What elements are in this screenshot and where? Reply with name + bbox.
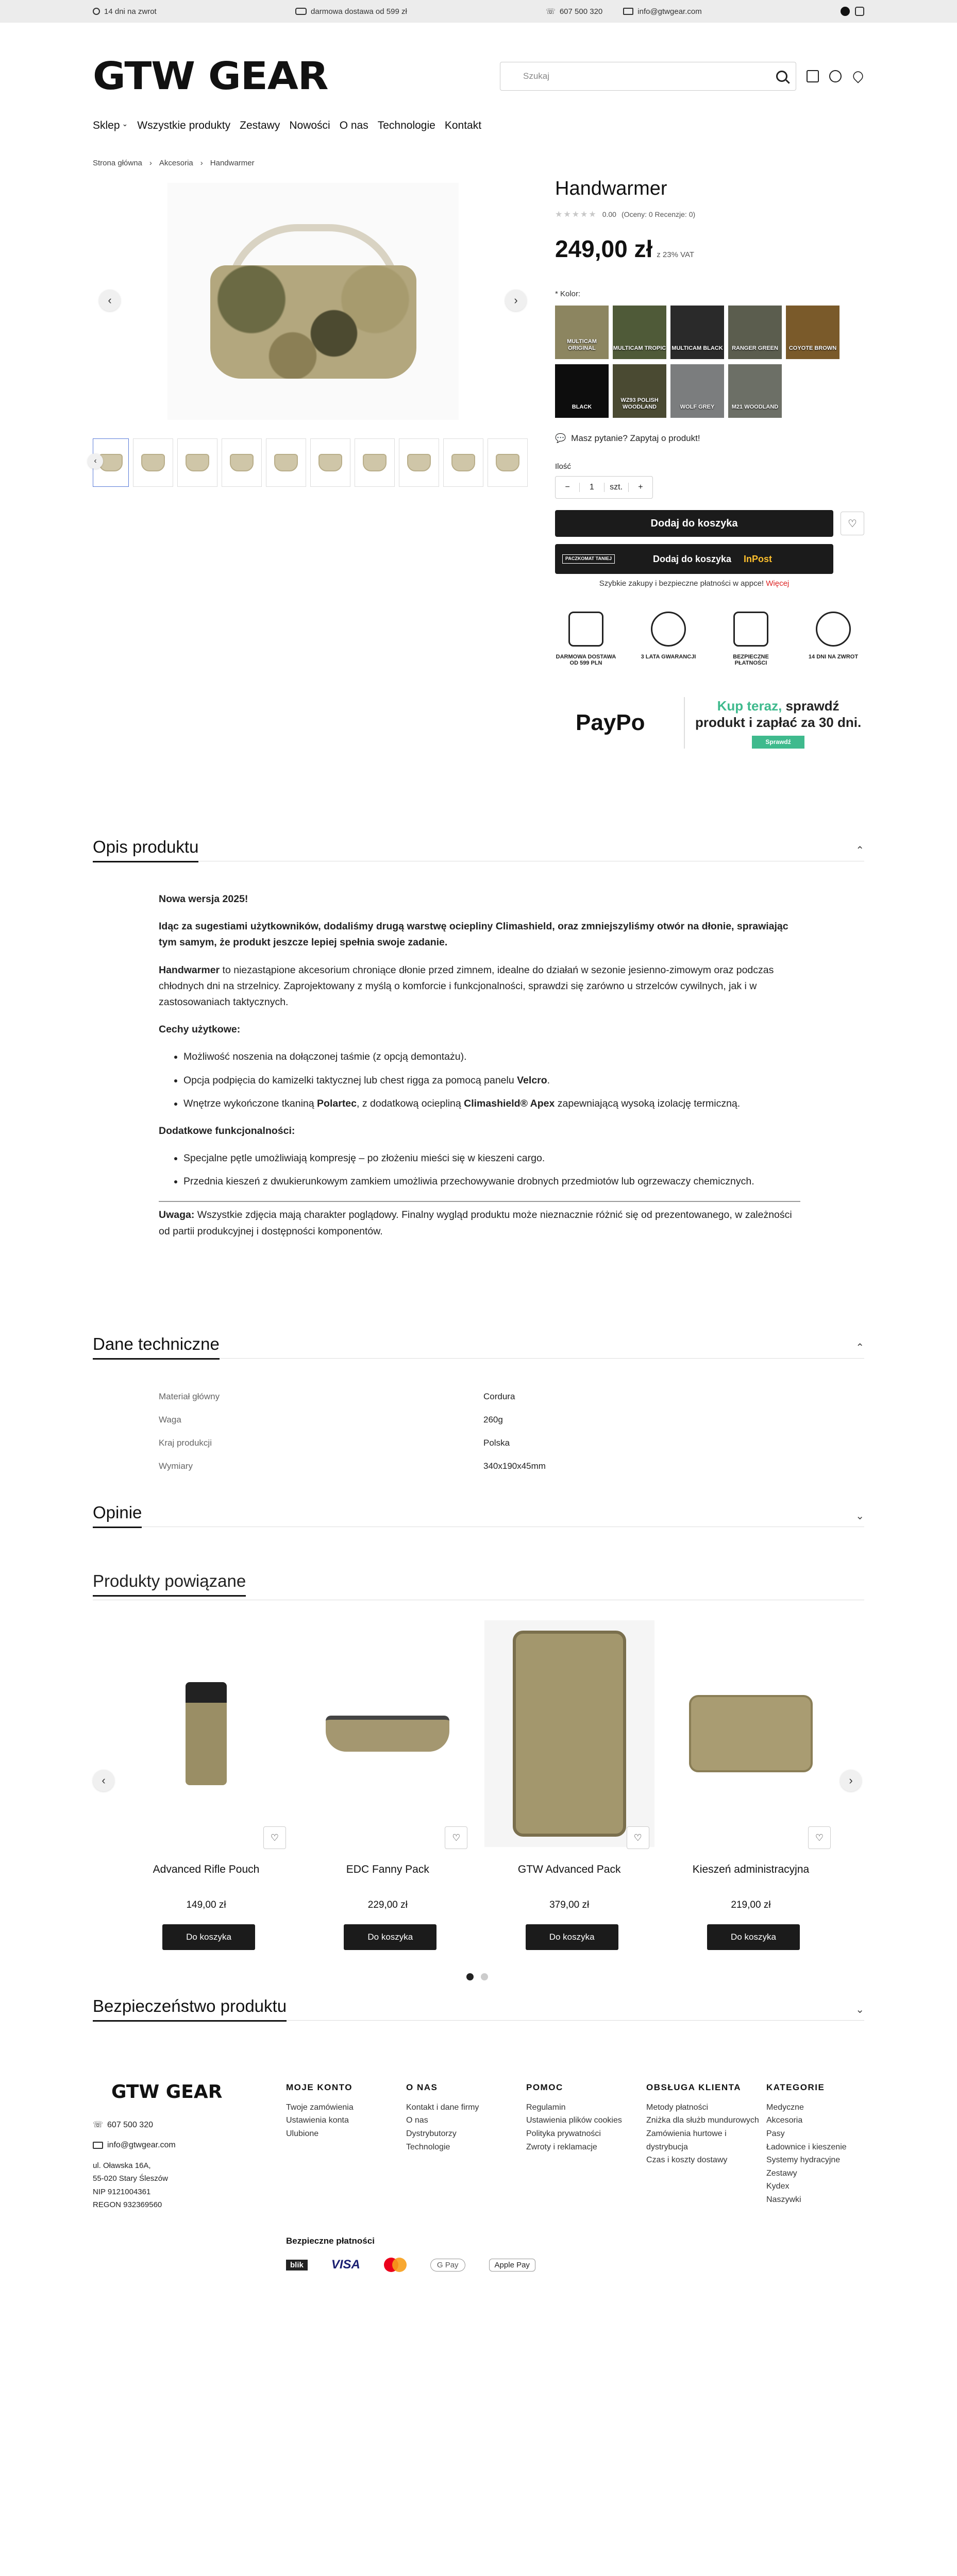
heart-icon: ♡ [815, 1832, 824, 1843]
chat-icon: 💬 [555, 433, 566, 443]
footer-column [526, 2081, 646, 2207]
paypo-logo: PayPo [576, 710, 645, 735]
product-main-image[interactable] [167, 183, 459, 420]
contact-info [546, 7, 702, 16]
visa-icon: VISA [331, 2258, 360, 2272]
footer-link[interactable]: Akcesoria [766, 2116, 803, 2125]
social-links [841, 7, 864, 16]
box-return-icon [816, 612, 851, 647]
warranty-badge: 3 LATA GWARANCJI [637, 612, 699, 666]
tech-specs-table [159, 1385, 800, 1478]
footer-link[interactable]: Czas i koszty dostawy [646, 2156, 728, 2165]
product-card[interactable] [121, 1620, 291, 1955]
return-icon [93, 8, 100, 15]
color-swatch[interactable]: MULTICAM BLACK [670, 306, 724, 359]
thumbnail[interactable] [266, 438, 306, 487]
heart-icon[interactable] [851, 69, 865, 83]
truck-icon [295, 8, 307, 15]
heart-icon: ♡ [633, 1832, 642, 1843]
product-description: Nowa wersja 2025! Idąc za sugestiami użytkowników, dodaliśmy drugą warstwę ociepliny Climashield, oraz zmniejszyliśmy otwór na dłonie, sprawiając tym samym, że produkt jeszcze lepiej spełnia swoje zadanie. Handwarmer to niezastąpione akcesorium chroniące dłonie przed zimnem, idealne do działań w sezonie jesienno-zimowym oraz podczas chłodnych dni na strzelnicy. Zaprojektowany z myślą o komforcie i funkcjonalności, sprawdzi się zarówno u strzelców cywilnych, jak i w zastosowaniach taktycznych. Cechy użytkowe: • Możliwość noszenia na dołączonej taśmie (z opcją demontażu). • Opcja podpięcia do kamizelki taktycznej lub chest rigga za pomocą panelu Velcro. • Wnętrze wykończone tkaniną Polartec, z dodatkową ociepliną Climashield® Apex zapewniającą wysoką izolację termiczną. Dodatkowe funkcjonalności: • Specjalne pętle umożliwiają kompresję – po złożeniu mieści się w kieszeni cargo. • Przednia kieszeń z dwukierunkowym zamkiem umożliwia przechowywanie drobnych przedmiotów lub ogrzewaczy chemicznych. Uwaga: Wszystkie zdjęcia mają charakter poglądowy. Finalny wygląd produktu może nieznacznie różnić się od prezentowanego, w zależności od partii produkcyjnej i dostępności komponentów. [159, 891, 800, 1251]
thumbnail[interactable] [355, 438, 395, 487]
benefit-badges [555, 612, 864, 666]
footer-column-title: OBSŁUGA KLIENTA [646, 2082, 741, 2092]
product-price: 249,00 zł z 23% VAT [555, 235, 695, 262]
wishlist-button[interactable] [263, 1826, 286, 1849]
quantity-stepper[interactable] [555, 476, 653, 499]
footer-columns [286, 2081, 886, 2207]
nav-item-shop[interactable]: Sklep [93, 120, 120, 131]
footer-link[interactable]: Ustawienia konta [286, 2116, 349, 2125]
returns-badge: 14 DNI NA ZWROT [802, 612, 864, 666]
nav-item-new[interactable]: Nowości [289, 120, 330, 131]
gallery-prev-button[interactable] [99, 290, 121, 311]
mail-icon [623, 8, 633, 15]
product-image[interactable] [484, 1620, 654, 1847]
shipping-info: darmowa dostawa od 599 zł [295, 7, 407, 16]
product-card[interactable] [303, 1620, 473, 1955]
email-link[interactable]: info@gtwgear.com [623, 7, 701, 16]
product-name[interactable]: GTW Advanced Pack [517, 1863, 621, 1875]
paypo-check-button[interactable]: Sprawdź [752, 736, 804, 749]
table-row: Waga 260g [159, 1414, 503, 1425]
color-swatch[interactable]: WZ93 POLISH WOODLAND [613, 364, 666, 418]
blik-icon: blik [286, 2260, 308, 2270]
footer-column-title: KATEGORIE [766, 2082, 825, 2092]
footer [93, 2081, 864, 2272]
quantity-unit: szt. [610, 483, 623, 492]
product-price: 149,00 zł [186, 1900, 226, 1910]
footer-column [766, 2081, 886, 2207]
header [93, 56, 864, 97]
footer-column-title: MOJE KONTO [286, 2082, 352, 2092]
mastercard-icon [384, 2258, 407, 2272]
minus-icon[interactable]: − [565, 483, 570, 492]
chevron-right-icon: › [849, 1774, 853, 1787]
gallery-next-button[interactable] [505, 290, 527, 311]
quantity-value[interactable]: 1 [579, 483, 604, 492]
footer-link[interactable]: Zamówienia hurtowe i dystrybucja [646, 2129, 727, 2151]
color-swatch[interactable]: M21 WOODLAND [728, 364, 782, 418]
plus-icon[interactable]: + [628, 483, 652, 492]
nav-item-sets[interactable]: Zestawy [240, 120, 280, 131]
color-swatch[interactable]: COYOTE BROWN [786, 306, 840, 359]
thumbs-prev-button[interactable] [88, 453, 103, 469]
chevron-down-icon[interactable]: ⌄ [855, 2004, 864, 2015]
product-image[interactable] [121, 1620, 291, 1847]
breadcrumb: Strona główna › Akcesoria › Handwarmer [93, 159, 255, 167]
color-label: * Kolor: [555, 290, 581, 298]
related-prev-button[interactable] [93, 1770, 114, 1791]
add-to-cart-button[interactable]: Do koszyka [344, 1924, 436, 1950]
lock-card-icon [733, 612, 768, 647]
safety-section-header[interactable]: Bezpieczeństwo produktu ⌄ [93, 1994, 864, 2021]
wishlist-button[interactable] [445, 1826, 467, 1849]
footer-link[interactable]: Twoje zamówienia [286, 2103, 354, 2112]
footer-link[interactable]: Regulamin [526, 2103, 566, 2112]
footer-link[interactable]: O nas [406, 2116, 428, 2125]
footer-address: ul. Oławska 16A, 55-020 Stary Śleszów NIP 9121004361 REGON 932369560 [93, 2161, 168, 2210]
facebook-icon[interactable] [841, 7, 850, 16]
reviews-section-header[interactable]: Opinie ⌄ [93, 1500, 864, 1527]
thumbnail[interactable] [310, 438, 350, 487]
rating: ★★★★★ 0.00 (Oceny: 0 Recenzje: 0) [555, 210, 696, 219]
user-icon[interactable] [829, 70, 842, 82]
footer-link[interactable]: Zestawy [766, 2168, 797, 2178]
table-row: Wymiary 340x190x45mm [159, 1461, 546, 1471]
related-next-button[interactable] [840, 1770, 862, 1791]
main-nav [93, 120, 481, 132]
breadcrumb-current: Handwarmer [210, 159, 255, 167]
breadcrumb-category[interactable]: Akcesoria [159, 159, 193, 167]
quantity-label: Ilość [555, 462, 571, 471]
paypo-banner: PayPo Kup teraz, sprawdź produkt i zapłać za 30 dni. Sprawdź [555, 697, 864, 749]
apple-pay-icon: Apple Pay [489, 2259, 535, 2272]
chevron-down-icon[interactable]: ⌄ [855, 1511, 864, 1522]
carousel-dots [466, 1973, 488, 1980]
product-price: 229,00 zł [367, 1900, 408, 1910]
product-card[interactable] [666, 1620, 836, 1955]
add-to-cart-button[interactable]: Do koszyka [162, 1924, 255, 1950]
footer-email[interactable]: info@gtwgear.com [93, 2139, 864, 2152]
add-to-cart-button[interactable]: Do koszyka [526, 1924, 618, 1950]
search-input[interactable]: Szukaj [500, 62, 796, 91]
footer-column [286, 2081, 406, 2207]
carousel-dot[interactable] [466, 1973, 474, 1980]
phone-icon: ☏ [93, 2121, 104, 2129]
heart-icon: ♡ [452, 1832, 461, 1843]
footer-column-title: POMOC [526, 2082, 563, 2092]
footer-phone[interactable]: ☏ 607 500 320 [93, 2119, 864, 2132]
nav-item-contact[interactable]: Kontakt [444, 120, 482, 131]
product-name[interactable]: EDC Fanny Pack [346, 1863, 429, 1875]
nav-item-about[interactable]: O nas [339, 120, 368, 131]
footer-link[interactable]: Polityka prywatności [526, 2129, 601, 2138]
nav-item-technologies[interactable]: Technologie [377, 120, 435, 131]
footer-link[interactable]: Zniżka dla służb mundurowych [646, 2116, 759, 2125]
wishlist-button[interactable] [808, 1826, 831, 1849]
footer-column [646, 2081, 766, 2207]
footer-link[interactable]: Dystrybutorzy [406, 2129, 457, 2138]
table-row: Kraj produkcji Polska [159, 1437, 510, 1448]
footer-link[interactable]: Metody płatności [646, 2103, 709, 2112]
footer-link[interactable]: Kontakt i dane firmy [406, 2103, 479, 2112]
product-card[interactable] [484, 1620, 654, 1955]
ask-question-link[interactable]: 💬 Masz pytanie? Zapytaj o produkt! [555, 433, 700, 443]
thumbnail[interactable] [443, 438, 483, 487]
medal-icon [651, 612, 686, 647]
chevron-down-icon: ⌄ [122, 120, 128, 128]
quick-buy-note: Szybkie zakupy i bezpieczne płatności w appce! Więcej [599, 579, 790, 588]
chevron-right-icon: › [514, 294, 518, 307]
chevron-left-icon: ‹ [94, 456, 97, 465]
heart-icon: ♡ [270, 1832, 279, 1843]
more-link[interactable]: Więcej [766, 579, 790, 588]
handwarmer-image [205, 224, 422, 379]
product-info [555, 178, 864, 749]
search-icon[interactable] [776, 71, 787, 82]
color-swatch[interactable]: RANGER GREEN [728, 306, 782, 359]
footer-column [406, 2081, 526, 2207]
thumbnail[interactable] [222, 438, 262, 487]
top-bar [0, 0, 957, 23]
product-name[interactable]: Kieszeń administracyjna [692, 1863, 810, 1875]
inpost-logo: InPost [744, 553, 773, 564]
description-section-header[interactable]: Opis produktu ⌃ [93, 835, 864, 861]
footer-link[interactable]: Systemy hydracyjne [766, 2156, 841, 2165]
footer-link[interactable]: Pasy [766, 2129, 785, 2138]
inpost-cart-button[interactable]: PACZKOMAT TANIEJ Dodaj do koszyka InPost [555, 544, 833, 574]
add-to-cart-button[interactable]: Do koszyka [707, 1924, 800, 1950]
product-image[interactable] [666, 1620, 836, 1847]
chevron-left-icon: ‹ [108, 294, 112, 307]
basket-icon [568, 612, 603, 647]
footer-link[interactable]: Ładownice i kieszenie [766, 2142, 847, 2151]
star-rating-icon: ★★★★★ [555, 210, 597, 219]
carousel-dot[interactable] [481, 1973, 488, 1980]
payment-methods: Bezpieczne płatności blik VISA G Pay Apple Pay [286, 2236, 535, 2272]
returns-info: 14 dni na zwrot [93, 7, 157, 16]
phone-icon: ☏ [546, 7, 556, 16]
free-shipping-badge: DARMOWA DOSTAWA OD 599 PLN [555, 612, 617, 666]
chevron-up-icon[interactable]: ⌃ [855, 845, 864, 856]
color-swatches [555, 306, 864, 418]
chevron-left-icon: ‹ [102, 1774, 106, 1787]
nav-item-all-products[interactable]: Wszystkie produkty [137, 120, 231, 131]
footer-link[interactable]: Kydex [766, 2182, 790, 2191]
color-swatch[interactable]: MULTICAM ORIGINAL [555, 306, 609, 359]
thumbnail[interactable] [133, 438, 173, 487]
footer-link[interactable]: Medyczne [766, 2103, 804, 2112]
footer-link[interactable]: Technologie [406, 2142, 450, 2151]
google-pay-icon: G Pay [430, 2259, 465, 2272]
mail-icon [93, 2142, 103, 2149]
inpost-badge: PACZKOMAT TANIEJ [562, 554, 615, 564]
product-image[interactable] [303, 1620, 473, 1847]
color-swatch[interactable]: BLACK [555, 364, 609, 418]
related-products [121, 1620, 836, 1955]
secure-payments-badge: BEZPIECZNE PŁATNOŚCI [720, 612, 782, 666]
product-price: 379,00 zł [549, 1900, 590, 1910]
wishlist-button[interactable] [841, 512, 864, 535]
thumbnail[interactable] [488, 438, 528, 487]
thumbnail[interactable] [399, 438, 439, 487]
footer-link[interactable]: Naszywki [766, 2195, 801, 2204]
heart-icon: ♡ [848, 518, 857, 530]
product-name[interactable]: Advanced Rifle Pouch [153, 1863, 260, 1875]
footer-logo[interactable]: GTW GEAR [111, 2081, 223, 2103]
color-swatch[interactable]: WOLF GREY [670, 364, 724, 418]
product-title: Handwarmer [555, 178, 667, 199]
header-actions [500, 62, 864, 91]
tech-section-header[interactable]: Dane techniczne ⌃ [93, 1332, 864, 1359]
footer-link[interactable]: Zwroty i reklamacje [526, 2142, 597, 2151]
wishlist-button[interactable] [627, 1826, 649, 1849]
add-to-cart-button[interactable]: Dodaj do koszyka [555, 510, 833, 537]
chevron-up-icon[interactable]: ⌃ [855, 1342, 864, 1353]
breadcrumb-home[interactable]: Strona główna [93, 159, 142, 167]
related-section-header: Produkty powiązane [93, 1571, 864, 1600]
footer-column-title: O NAS [406, 2082, 438, 2092]
thumbnail[interactable] [177, 438, 217, 487]
color-swatch[interactable]: MULTICAM TROPIC [613, 306, 666, 359]
instagram-icon[interactable] [855, 7, 864, 16]
logo[interactable]: GTW GEAR [93, 54, 328, 98]
phone-link[interactable]: ☏ 607 500 320 [546, 7, 603, 16]
product-price: 219,00 zł [731, 1900, 771, 1910]
table-row: Materiał główny Cordura [159, 1391, 515, 1401]
footer-link[interactable]: Ustawienia plików cookies [526, 2116, 622, 2125]
footer-link[interactable]: Ulubione [286, 2129, 319, 2138]
cart-icon[interactable] [807, 70, 819, 82]
thumbnail-strip [93, 438, 531, 487]
